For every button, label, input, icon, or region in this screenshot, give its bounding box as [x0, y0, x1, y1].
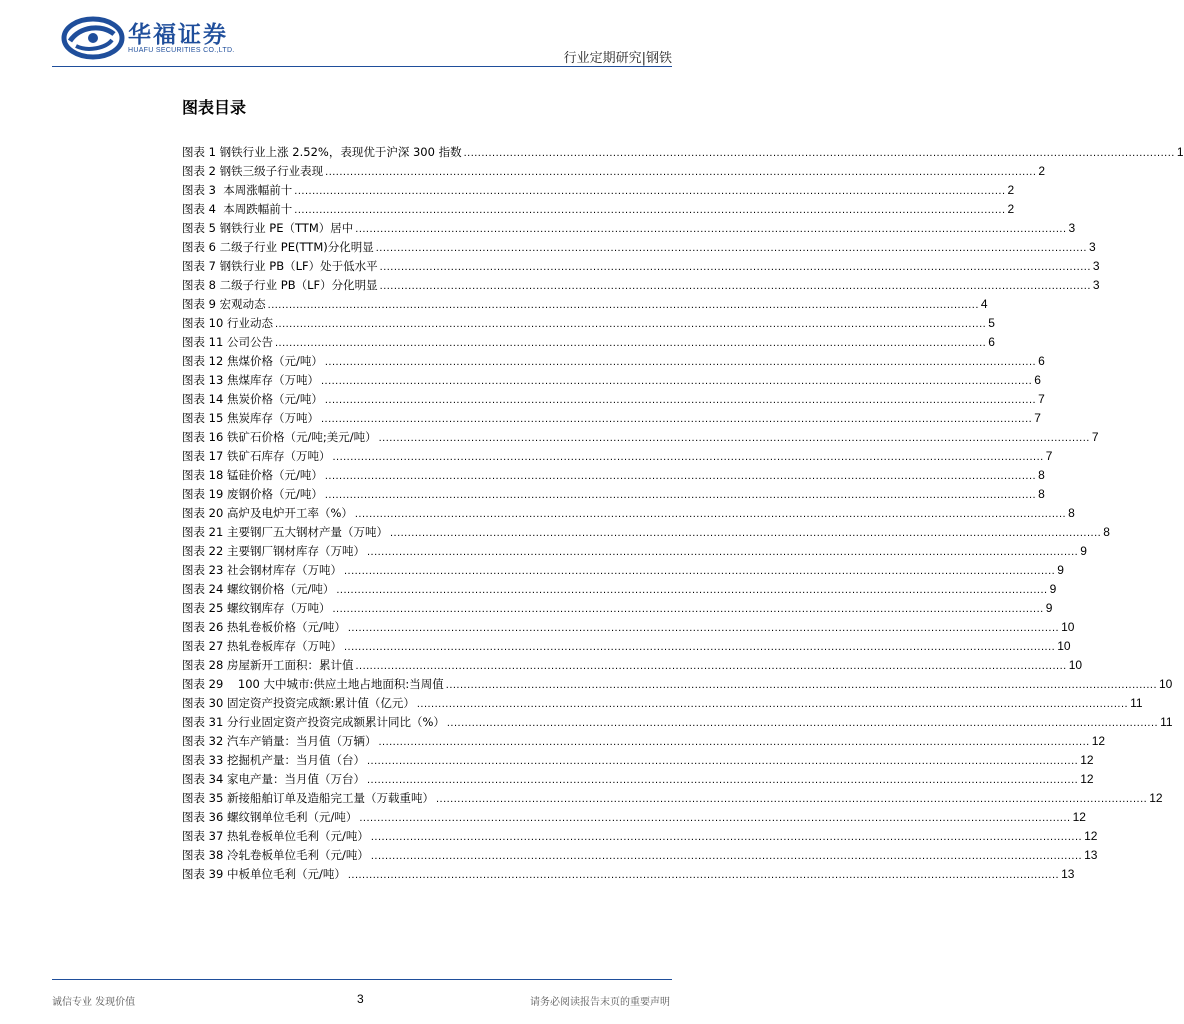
toc-entry[interactable]: [182, 732, 1106, 751]
toc-entry-page: 5: [988, 316, 995, 330]
toc-entry[interactable]: [182, 371, 1041, 390]
toc-entry-page: 2: [1038, 164, 1046, 178]
toc-entry[interactable]: [182, 295, 988, 314]
toc-entry[interactable]: [182, 447, 1053, 466]
toc-leader-dots: ........................................................................................................................................................................................................: [446, 717, 1159, 729]
toc-entry-label: 图表 9 宏观动态: [182, 297, 266, 311]
toc-leader-dots: ........................................................................................................................................................................................................: [324, 394, 1037, 406]
toc-entry-label: 图表 15 焦炭库存（万吨）: [182, 411, 319, 425]
toc-entry-page: 8: [1103, 525, 1110, 539]
toc-entry[interactable]: [182, 143, 1184, 162]
toc-entry[interactable]: [182, 504, 1075, 523]
toc-entry[interactable]: [182, 865, 1075, 884]
header-divider: [52, 66, 672, 67]
page-number: 3: [357, 992, 364, 1006]
toc-entry[interactable]: [182, 770, 1094, 789]
toc-entry-label: 图表 27 热轧卷板库存（万吨）: [182, 639, 342, 653]
toc-entry[interactable]: [182, 808, 1086, 827]
toc-entry[interactable]: [182, 846, 1098, 865]
toc-entry-page: 7: [1038, 392, 1045, 406]
toc-leader-dots: ........................................................................................................................................................................................................: [366, 755, 1079, 767]
company-logo: [62, 14, 242, 62]
toc-entry-label: 图表 1 钢铁行业上涨 2.52%，表现优于沪深 300 指数: [182, 145, 462, 159]
toc-entry[interactable]: [182, 219, 1076, 238]
toc-leader-dots: ........................................................................................................................................................................................................: [378, 736, 1090, 748]
toc-entry-page: 10: [1159, 677, 1173, 691]
toc-entry[interactable]: [182, 637, 1071, 656]
toc-entry-page: 8: [1038, 468, 1045, 482]
logo-cn-text: 华福证券: [128, 21, 228, 48]
toc-entry[interactable]: [182, 580, 1057, 599]
toc-leader-dots: ........................................................................................................................................................................................................: [379, 261, 1091, 273]
toc-entry-page: 12: [1091, 734, 1106, 748]
toc-entry[interactable]: [182, 656, 1083, 675]
toc-entry-label: 图表 32 汽车产销量：当月值（万辆）: [182, 734, 377, 748]
toc-entry-label: 图表 31 分行业固定资产投资完成额累计同比（%）: [182, 715, 445, 729]
toc-entry[interactable]: [182, 466, 1045, 485]
toc-leader-dots: ........................................................................................................................................................................................................: [294, 185, 1006, 197]
toc-entry-label: 图表 12 焦煤价格（元/吨）: [182, 354, 323, 368]
toc-entry-label: 图表 7 钢铁行业 PB（LF）处于低水平: [182, 259, 378, 273]
toc-leader-dots: ........................................................................................................................................................................................................: [274, 318, 987, 330]
toc-leader-dots: ........................................................................................................................................................................................................: [366, 774, 1079, 786]
toc-entry-label: 图表 35 新接船舶订单及造船完工量（万载重吨）: [182, 791, 434, 805]
toc-leader-dots: ........................................................................................................................................................................................................: [324, 470, 1037, 482]
toc-entry[interactable]: [182, 314, 995, 333]
toc-entry-label: 图表 26 热轧卷板价格（元/吨）: [182, 620, 346, 634]
toc-entry-page: 1: [1176, 145, 1184, 159]
toc-leader-dots: ........................................................................................................................................................................................................: [370, 850, 1083, 862]
toc-entry-label: 图表 39 中板单位毛利（元/吨）: [182, 867, 346, 881]
toc-entry-label: 图表 13 焦煤库存（万吨）: [182, 373, 319, 387]
toc-entry[interactable]: [182, 618, 1075, 637]
toc-entry-label: 图表 36 螺纹钢单位毛利（元/吨）: [182, 810, 358, 824]
toc-entry[interactable]: [182, 599, 1053, 618]
toc-leader-dots: ........................................................................................................................................................................................................: [370, 831, 1083, 843]
toc-entry[interactable]: [182, 694, 1143, 713]
report-type: 行业定期研究|钢铁: [563, 51, 672, 66]
toc-entry-page: 9: [1057, 563, 1064, 577]
toc-leader-dots: ........................................................................................................................................................................................................: [435, 793, 1148, 805]
toc-leader-dots: ........................................................................................................................................................................................................: [294, 204, 1006, 216]
toc-entry-page: 4: [980, 297, 988, 311]
toc-entry-page: 3: [1068, 221, 1076, 235]
toc-leader-dots: ........................................................................................................................................................................................................: [355, 660, 1067, 672]
toc-entry-label: 图表 24 螺纹钢价格（元/吨）: [182, 582, 335, 596]
toc-leader-dots: ........................................................................................................................................................................................................: [355, 223, 1067, 235]
toc-entry-label: 图表 4 本周跌幅前十: [182, 202, 293, 216]
toc-entry-label: 图表 28 房屋新开工面积：累计值: [182, 658, 354, 672]
toc-entry-label: 图表 38 冷轧卷板单位毛利（元/吨）: [182, 848, 369, 862]
toc-entry[interactable]: [182, 542, 1087, 561]
toc-leader-dots: ........................................................................................................................................................................................................: [375, 242, 1087, 254]
toc-leader-dots: ........................................................................................................................................................................................................: [343, 641, 1056, 653]
toc-entry-page: 10: [1068, 658, 1083, 672]
toc-entry[interactable]: [182, 561, 1064, 580]
toc-leader-dots: ........................................................................................................................................................................................................: [389, 527, 1102, 539]
toc-entry-page: 6: [988, 335, 995, 349]
toc-title: 图表目录: [182, 98, 247, 117]
toc-leader-dots: ........................................................................................................................................................................................................: [336, 584, 1048, 596]
toc-entry[interactable]: [182, 200, 1015, 219]
toc-entry[interactable]: [182, 523, 1110, 542]
toc-entry-label: 图表 5 钢铁行业 PE（TTM）居中: [182, 221, 354, 235]
toc-entry-label: 图表 14 焦炭价格（元/吨）: [182, 392, 323, 406]
toc-entry-label: 图表 3 本周涨幅前十: [182, 183, 293, 197]
toc-entry[interactable]: [182, 390, 1045, 409]
toc-leader-dots: ........................................................................................................................................................................................................: [320, 413, 1033, 425]
toc-leader-dots: ........................................................................................................................................................................................................: [359, 812, 1071, 824]
toc-entry[interactable]: [182, 789, 1163, 808]
toc-entry-label: 图表 25 螺纹钢库存（万吨）: [182, 601, 331, 615]
toc-entry-page: 2: [1007, 183, 1015, 197]
toc-entry-label: 图表 2 钢铁三级子行业表现: [182, 164, 324, 178]
toc-leader-dots: ........................................................................................................................................................................................................: [379, 280, 1091, 292]
toc-entry[interactable]: [182, 257, 1100, 276]
toc-leader-dots: ........................................................................................................................................................................................................: [325, 166, 1037, 178]
toc-entry-page: 6: [1038, 354, 1045, 368]
toc-entry[interactable]: [182, 751, 1094, 770]
toc-entry[interactable]: [182, 827, 1098, 846]
toc-leader-dots: ........................................................................................................................................................................................................: [320, 375, 1033, 387]
toc-entry-label: 图表 30 固定资产投资完成额:累计值（亿元）: [182, 696, 415, 710]
toc-entry-page: 12: [1072, 810, 1086, 824]
toc-entry[interactable]: [182, 333, 995, 352]
toc-entry-label: 图表 34 家电产量：当月值（万台）: [182, 772, 365, 786]
toc-entry[interactable]: [182, 428, 1099, 447]
toc-entry[interactable]: [182, 485, 1045, 504]
toc-entry-label: 图表 21 主要钢厂五大钢材产量（万吨）: [182, 525, 388, 539]
toc-entry[interactable]: [182, 238, 1096, 257]
toc-entry-label: 图表 37 热轧卷板单位毛利（元/吨）: [182, 829, 369, 843]
toc-entry[interactable]: [182, 181, 1015, 200]
toc-leader-dots: ........................................................................................................................................................................................................: [343, 565, 1056, 577]
toc-entry-label: 图表 29 100 大中城市:供应土地占地面积:当周值: [182, 677, 444, 691]
huafu-logo-icon: [62, 16, 124, 60]
toc-entry-page: 7: [1091, 430, 1099, 444]
toc-leader-dots: ........................................................................................................................................................................................................: [347, 622, 1060, 634]
toc-entry-page: 3: [1092, 259, 1100, 273]
toc-leader-dots: ........................................................................................................................................................................................................: [324, 356, 1037, 368]
footer-divider: [52, 979, 672, 980]
toc-leader-dots: ........................................................................................................................................................................................................: [332, 603, 1044, 615]
toc-entry-label: 图表 19 废钢价格（元/吨）: [182, 487, 323, 501]
toc-entry-page: 9: [1045, 601, 1053, 615]
toc-leader-dots: ........................................................................................................................................................................................................: [267, 299, 979, 311]
toc-entry[interactable]: [182, 162, 1046, 181]
toc-leader-dots: ........................................................................................................................................................................................................: [324, 489, 1037, 501]
toc-entry-page: 12: [1149, 791, 1163, 805]
toc-leader-dots: ........................................................................................................................................................................................................: [332, 451, 1044, 463]
toc-entry-page: 8: [1038, 487, 1045, 501]
toc-entry-page: 11: [1130, 696, 1143, 710]
toc-leader-dots: ........................................................................................................................................................................................................: [416, 698, 1129, 710]
toc-entry-label: 图表 17 铁矿石库存（万吨）: [182, 449, 331, 463]
toc-entry-label: 图表 11 公司公告: [182, 335, 273, 349]
toc-entry-page: 12: [1080, 753, 1094, 767]
toc-leader-dots: ........................................................................................................................................................................................................: [366, 546, 1079, 558]
toc-entry-label: 图表 20 高炉及电炉开工率（%）: [182, 506, 353, 520]
toc-entry-page: 7: [1045, 449, 1053, 463]
toc-entry[interactable]: [182, 675, 1173, 694]
toc-entry-page: 12: [1080, 772, 1094, 786]
toc-entry-page: 8: [1068, 506, 1075, 520]
toc-leader-dots: ........................................................................................................................................................................................................: [354, 508, 1067, 520]
toc-entry-label: 图表 23 社会钢材库存（万吨）: [182, 563, 342, 577]
toc-entry-label: 图表 6 二级子行业 PE(TTM)分化明显: [182, 240, 374, 254]
toc-entry-page: 10: [1061, 620, 1075, 634]
toc-entry-page: 9: [1049, 582, 1057, 596]
toc-entry[interactable]: [182, 409, 1041, 428]
toc-entry-label: 图表 8 二级子行业 PB（LF）分化明显: [182, 278, 378, 292]
toc-leader-dots: ........................................................................................................................................................................................................: [274, 337, 987, 349]
toc-entry-page: 9: [1080, 544, 1087, 558]
toc-leader-dots: ........................................................................................................................................................................................................: [463, 147, 1175, 159]
logo-en-text: HUAFU SECURITIES CO.,LTD.: [128, 47, 235, 54]
toc-leader-dots: ........................................................................................................................................................................................................: [347, 869, 1060, 881]
toc-entry-page: 13: [1061, 867, 1075, 881]
toc-entry-page: 11: [1160, 715, 1173, 729]
toc-entry-page: 13: [1084, 848, 1098, 862]
toc-entry-label: 图表 18 锰硅价格（元/吨）: [182, 468, 323, 482]
toc-entry-label: 图表 33 挖掘机产量：当月值（台）: [182, 753, 365, 767]
toc-leader-dots: ........................................................................................................................................................................................................: [445, 679, 1157, 691]
toc-entry-label: 图表 16 铁矿石价格（元/吨;美元/吨）: [182, 430, 377, 444]
toc-entry-page: 3: [1092, 278, 1100, 292]
toc-entry-label: 图表 10 行业动态: [182, 316, 273, 330]
footer-slogan: 诚信专业 发现价值: [52, 997, 136, 1008]
toc-entry-page: 7: [1034, 411, 1041, 425]
toc-entry-page: 6: [1034, 373, 1041, 387]
toc-entry-label: 图表 22 主要钢厂钢材库存（万吨）: [182, 544, 365, 558]
toc-entry-page: 3: [1088, 240, 1096, 254]
toc-entry-page: 2: [1007, 202, 1015, 216]
toc-list: [182, 143, 1184, 884]
toc-entry[interactable]: [182, 352, 1045, 371]
toc-entry-page: 12: [1084, 829, 1098, 843]
toc-entry[interactable]: [182, 713, 1173, 732]
toc-leader-dots: ........................................................................................................................................................................................................: [378, 432, 1090, 444]
footer-disclaimer: 请务必阅读报告末页的重要声明: [530, 997, 670, 1008]
toc-entry[interactable]: [182, 276, 1100, 295]
toc-entry-page: 10: [1057, 639, 1071, 653]
